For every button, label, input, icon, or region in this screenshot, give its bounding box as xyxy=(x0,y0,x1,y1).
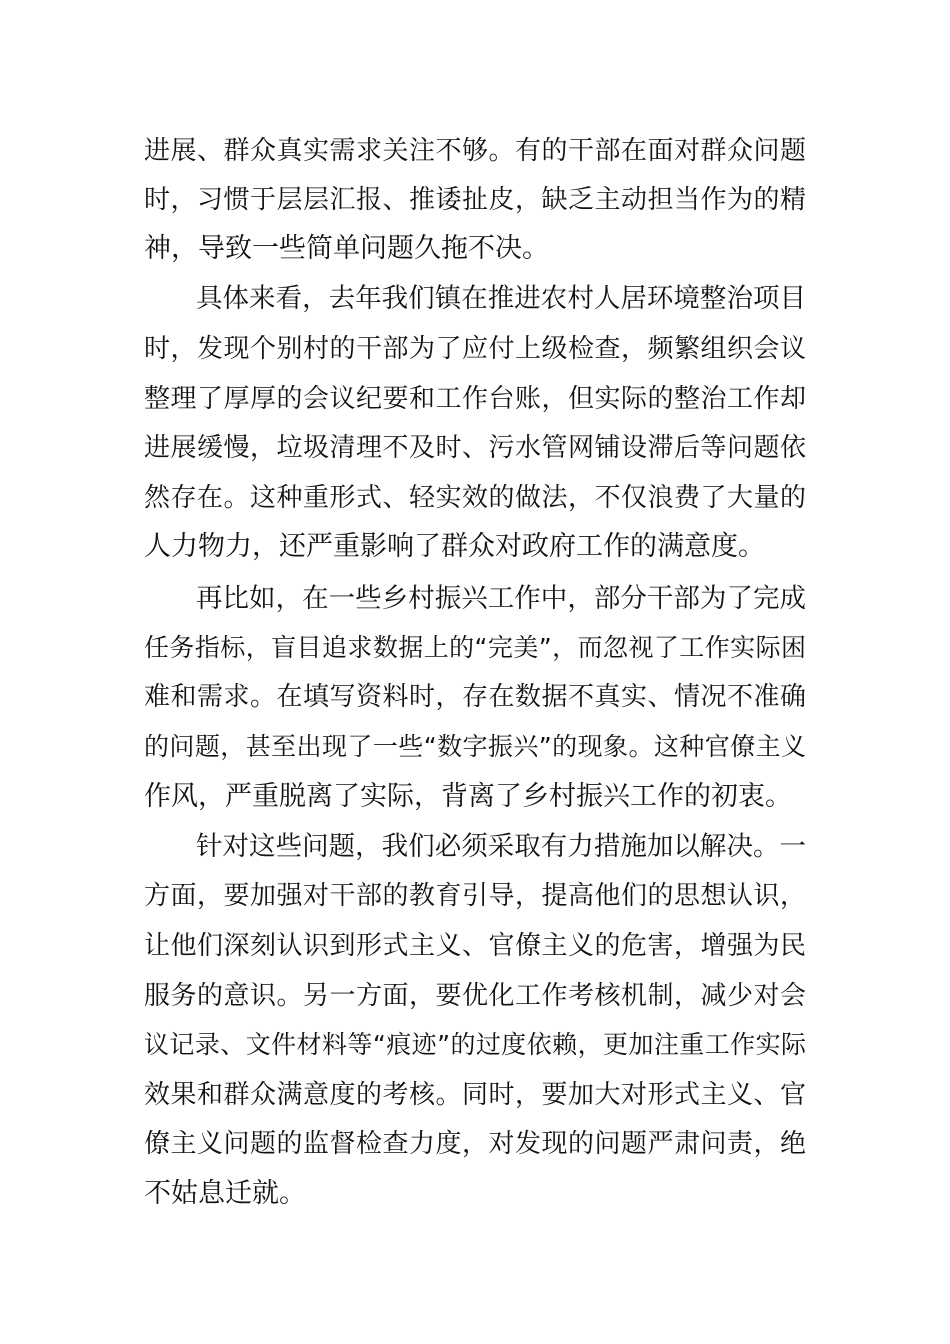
paragraph-3-line-4: 的问题，甚至出现了一些“数字振兴”的现象。这种官僚主义 xyxy=(144,732,806,761)
paragraph-2-line-2: 时，发现个别村的干部为了应付上级检查，频繁组织会议 xyxy=(144,334,806,364)
paragraph-1-line-1: 进展、群众真实需求关注不够。有的干部在面对群众问题 xyxy=(144,136,806,166)
paragraph-4-line-3: 让他们深刻认识到形式主义、官僚主义的危害，增强为民 xyxy=(144,931,806,961)
paragraph-2-line-4: 进展缓慢，垃圾清理不及时、污水管网铺设滞后等问题依 xyxy=(144,433,806,463)
paragraph-3-line-3: 难和需求。在填写资料时，存在数据不真实、情况不准确 xyxy=(144,682,806,712)
paragraph-2-line-1: 具体来看，去年我们镇在推进农村人居环境整治项目 xyxy=(196,283,806,314)
paragraph-2-line-3: 整理了厚厚的会议纪要和工作台账，但实际的整治工作却 xyxy=(144,384,806,414)
paragraph-4-line-2: 方面，要加强对干部的教育引导，提高他们的思想认识， xyxy=(144,881,806,911)
paragraph-3-line-5: 作风，严重脱离了实际，背离了乡村振兴工作的初衷。 xyxy=(144,781,792,812)
paragraph-1-line-3: 神，导致一些简单问题久拖不决。 xyxy=(144,233,549,264)
paragraph-3-line-2: 任务指标，盲目追求数据上的“完美”，而忽视了工作实际困 xyxy=(144,633,806,662)
paragraph-4-line-1: 针对这些问题，我们必须采取有力措施加以解决。一 xyxy=(196,831,806,862)
paragraph-1-line-2: 时，习惯于层层汇报、推诿扯皮，缺乏主动担当作为的精 xyxy=(144,185,806,215)
paragraph-4-line-6: 效果和群众满意度的考核。同时，要加大对形式主义、官 xyxy=(144,1080,806,1110)
paragraph-2-line-5: 然存在。这种重形式、轻实效的做法，不仅浪费了大量的 xyxy=(144,483,806,513)
paragraph-3-line-1: 再比如，在一些乡村振兴工作中，部分干部为了完成 xyxy=(196,583,806,614)
paragraph-4-line-8: 不姑息迁就。 xyxy=(144,1178,306,1209)
paragraph-4-line-5: 议记录、文件材料等“痕迹”的过度依赖，更加注重工作实际 xyxy=(144,1030,806,1059)
paragraph-2-line-6: 人力物力，还严重影响了群众对政府工作的满意度。 xyxy=(144,531,765,562)
paragraph-4-line-7: 僚主义问题的监督检查力度，对发现的问题严肃问责，绝 xyxy=(144,1129,806,1159)
paragraph-4-line-4: 服务的意识。另一方面，要优化工作考核机制，减少对会 xyxy=(144,981,806,1011)
